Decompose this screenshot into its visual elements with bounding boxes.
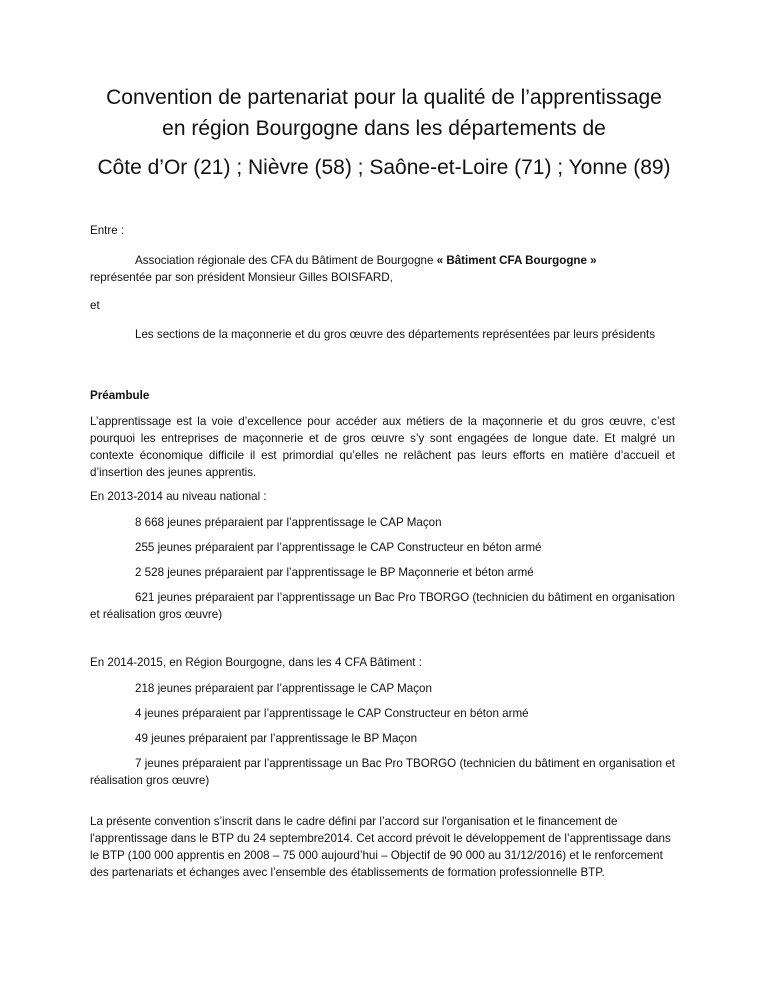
party-2: Les sections de la maçonnerie et du gros œuvre des départements représentées par leurs présidents — [135, 328, 656, 341]
party-1 — [90, 252, 675, 286]
closing-paragraph: La présente convention s’inscrit dans le cadre défini par l’accord sur l'organisation et le financement de l'apprentissage dans le BTP du 24 septembre2014. Cet accord prévoit le développement de l’apprentissage dans le BTP (100 000 apprentis en 2008 – 75 000 aujourd’hui – Objectif de 90 000 au 31/12/2016) et le renforcement des partenariats et échanges avec l’ensemble des établissements de formation professionnelle BTP. — [90, 815, 671, 879]
preamble-heading: Préambule — [90, 389, 150, 402]
regional-item: 4 jeunes préparaient par l’apprentissage le CAP Constructeur en béton armé — [135, 707, 529, 720]
party-1-continuation: représentée par son président Monsieur Gilles BOISFARD, — [90, 271, 393, 284]
document-title — [60, 82, 708, 183]
national-item: 621 jeunes préparaient par l’apprentissage un Bac Pro TBORGO (technicien du bâtiment en organisation et réalisation gros œuvre) — [90, 591, 675, 621]
regional-item: 218 jeunes préparaient par l’apprentissage le CAP Maçon — [135, 682, 432, 695]
party-1-name: « Bâtiment CFA Bourgogne » — [436, 254, 597, 267]
national-item: 255 jeunes préparaient par l’apprentissage le CAP Constructeur en béton armé — [135, 541, 542, 554]
title-line-2: en région Bourgogne dans les départements de — [162, 117, 606, 140]
regional-item: 7 jeunes préparaient par l’apprentissage un Bac Pro TBORGO (technicien du bâtiment en organisation et réalisation gros œuvre) — [90, 757, 675, 787]
title-line-1: Convention de partenariat pour la qualité de l’apprentissage — [106, 86, 662, 109]
party-1-text: Association régionale des CFA du Bâtiment de Bourgogne — [135, 254, 434, 267]
preamble-intro: L’apprentissage est la voie d’excellence pour accéder aux métiers de la maçonnerie et du gros œuvre, c’est pourquoi les entreprises de maçonnerie et de gros œuvre s’y sont engagées de longue date. Et malgré un contexte économique difficile il est primordial qu’elles ne relâchent pas leurs efforts en matière d’accueil et d’insertion des jeunes apprentis. — [90, 415, 675, 479]
national-heading: En 2013-2014 au niveau national : — [90, 490, 267, 503]
regional-item: 49 jeunes préparaient par l’apprentissage le BP Maçon — [135, 732, 418, 745]
national-item: 2 528 jeunes préparaient par l’apprentissage le BP Maçonnerie et béton armé — [135, 566, 534, 579]
title-line-3: Côte d’Or (21) ; Nièvre (58) ; Saône-et-Loire (71) ; Yonne (89) — [97, 156, 671, 179]
entre-label: Entre : — [90, 224, 125, 237]
et-label: et — [90, 299, 100, 312]
regional-heading: En 2014-2015, en Région Bourgogne, dans les 4 CFA Bâtiment : — [90, 656, 422, 669]
national-item: 8 668 jeunes préparaient par l’apprentissage le CAP Maçon — [135, 516, 442, 529]
